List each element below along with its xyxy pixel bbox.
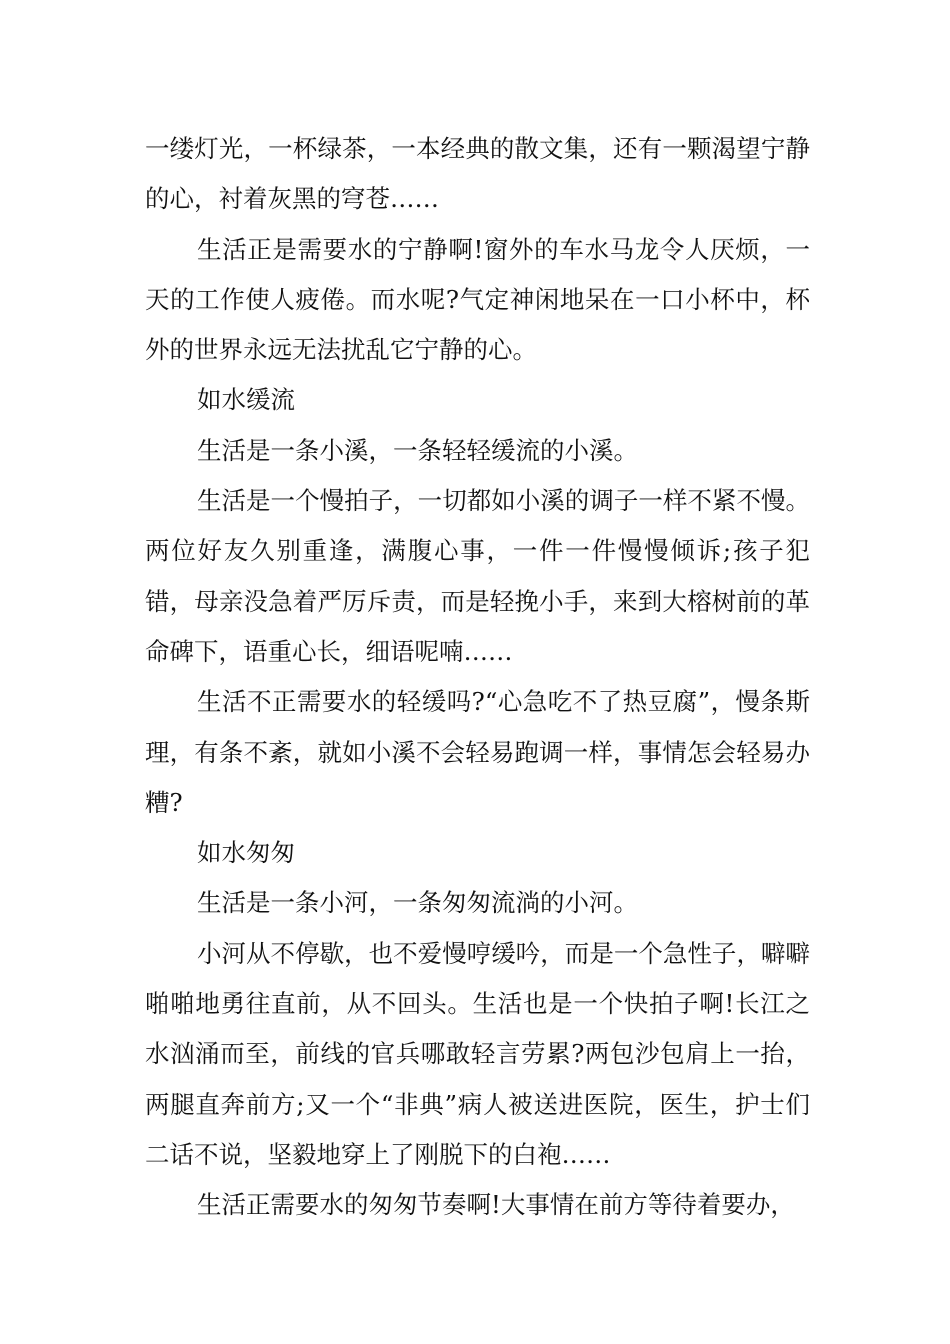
document-body bbox=[145, 124, 810, 1231]
paragraph-slow-rhythm: 生活是一个慢拍子，一切都如小溪的调子一样不紧不慢。两位好友久别重逢，满腹心事，一件一件慢慢倾诉;孩子犯错，母亲没急着严厉斥责，而是轻挽小手，来到大榕树前的革命碑下，语重心长，细语呢喃…… bbox=[145, 486, 810, 666]
paragraph-intro-continuation: 一缕灯光，一杯绿茶，一本经典的散文集，还有一颗渴望宁静的心，衬着灰黑的穹苍…… bbox=[145, 134, 810, 214]
paragraph-tranquility: 生活正是需要水的宁静啊!窗外的车水马龙令人厌烦，一天的工作使人疲倦。而水呢?气定神闲地呆在一口小杯中，杯外的世界永远无法扰乱它宁静的心。 bbox=[145, 234, 810, 365]
paragraph-river-intro: 生活是一条小河，一条匆匆流淌的小河。 bbox=[197, 888, 638, 918]
paragraph-slowness-reflection: 生活不正需要水的轻缓吗?“心急吃不了热豆腐”，慢条斯理，有条不紊，就如小溪不会轻易跑调一样，事情怎会轻易办糟? bbox=[145, 687, 810, 817]
paragraph-stream-intro: 生活是一条小溪，一条轻轻缓流的小溪。 bbox=[197, 435, 638, 465]
paragraph-fast-rhythm: 小河从不停歇，也不爱慢哼缓吟，而是一个急性子，噼噼啪啪地勇往直前，从不回头。生活也是一个快拍子啊!长江之水汹涌而至，前线的官兵哪敢轻言劳累?两包沙包肩上一抬，两腿直奔前方;又一个“非典”病人被送进医院，医生，护士们二话不说，坚毅地穿上了刚脱下的白袍…… bbox=[145, 938, 810, 1169]
section-heading-slow-flow: 如水缓流 bbox=[197, 385, 295, 415]
section-heading-hurried-flow: 如水匆匆 bbox=[197, 838, 295, 868]
paragraph-hurry-reflection: 生活正需要水的匆匆节奏啊!大事情在前方等待着要办， bbox=[197, 1190, 795, 1220]
